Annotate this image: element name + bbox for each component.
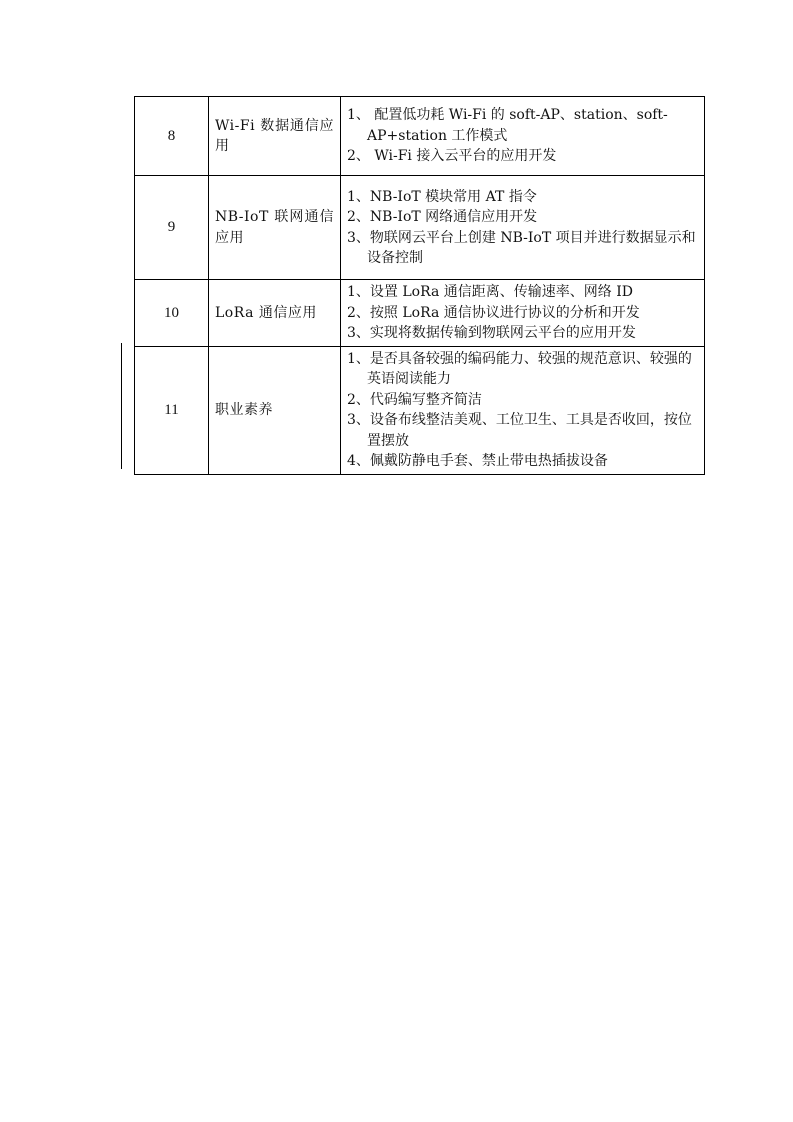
requirements-cell [341, 176, 705, 280]
module-name: LoRa 通信应用 [209, 280, 341, 347]
margin-change-bar [121, 343, 122, 469]
requirements-cell [341, 346, 705, 474]
row-number: 11 [135, 346, 209, 474]
curriculum-table [134, 96, 705, 475]
module-name: 职业素养 [209, 346, 341, 474]
requirements-cell [341, 97, 705, 176]
module-name: Wi-Fi 数据通信应用 [209, 97, 341, 176]
requirement-item: 1、 配置低功耗 Wi-Fi 的 soft-AP、station、soft-AP+station 工作模式 [347, 107, 668, 144]
requirement-item: 2、代码编写整齐简洁 [347, 391, 482, 408]
requirement-item: 1、NB-IoT 模块常用 AT 指令 [347, 188, 537, 205]
requirement-item: 2、按照 LoRa 通信协议进行协议的分析和开发 [347, 304, 640, 321]
table-row [135, 176, 705, 280]
requirements-cell [341, 280, 705, 347]
requirement-item: 3、设备布线整洁美观、工位卫生、工具是否收回，按位置摆放 [347, 412, 692, 449]
module-name: NB-IoT 联网通信应用 [209, 176, 341, 280]
requirement-item: 1、设置 LoRa 通信距离、传输速率、网络 ID [347, 284, 633, 300]
row-number: 9 [135, 176, 209, 280]
row-number: 10 [135, 280, 209, 347]
requirement-item: 3、物联网云平台上创建 NB-IoT 项目并进行数据显示和设备控制 [347, 229, 696, 266]
requirement-item: 3、实现将数据传输到物联网云平台的应用开发 [347, 325, 636, 341]
table-row [135, 346, 705, 474]
table-row [135, 97, 705, 176]
requirement-item: 2、 Wi-Fi 接入云平台的应用开发 [347, 148, 557, 165]
table-row [135, 280, 705, 347]
row-number: 8 [135, 97, 209, 176]
requirement-item: 2、NB-IoT 网络通信应用开发 [347, 209, 538, 225]
requirement-item: 1、是否具备较强的编码能力、较强的规范意识、较强的英语阅读能力 [347, 350, 692, 387]
requirement-item: 4、佩戴防静电手套、禁止带电热插拔设备 [347, 453, 608, 469]
